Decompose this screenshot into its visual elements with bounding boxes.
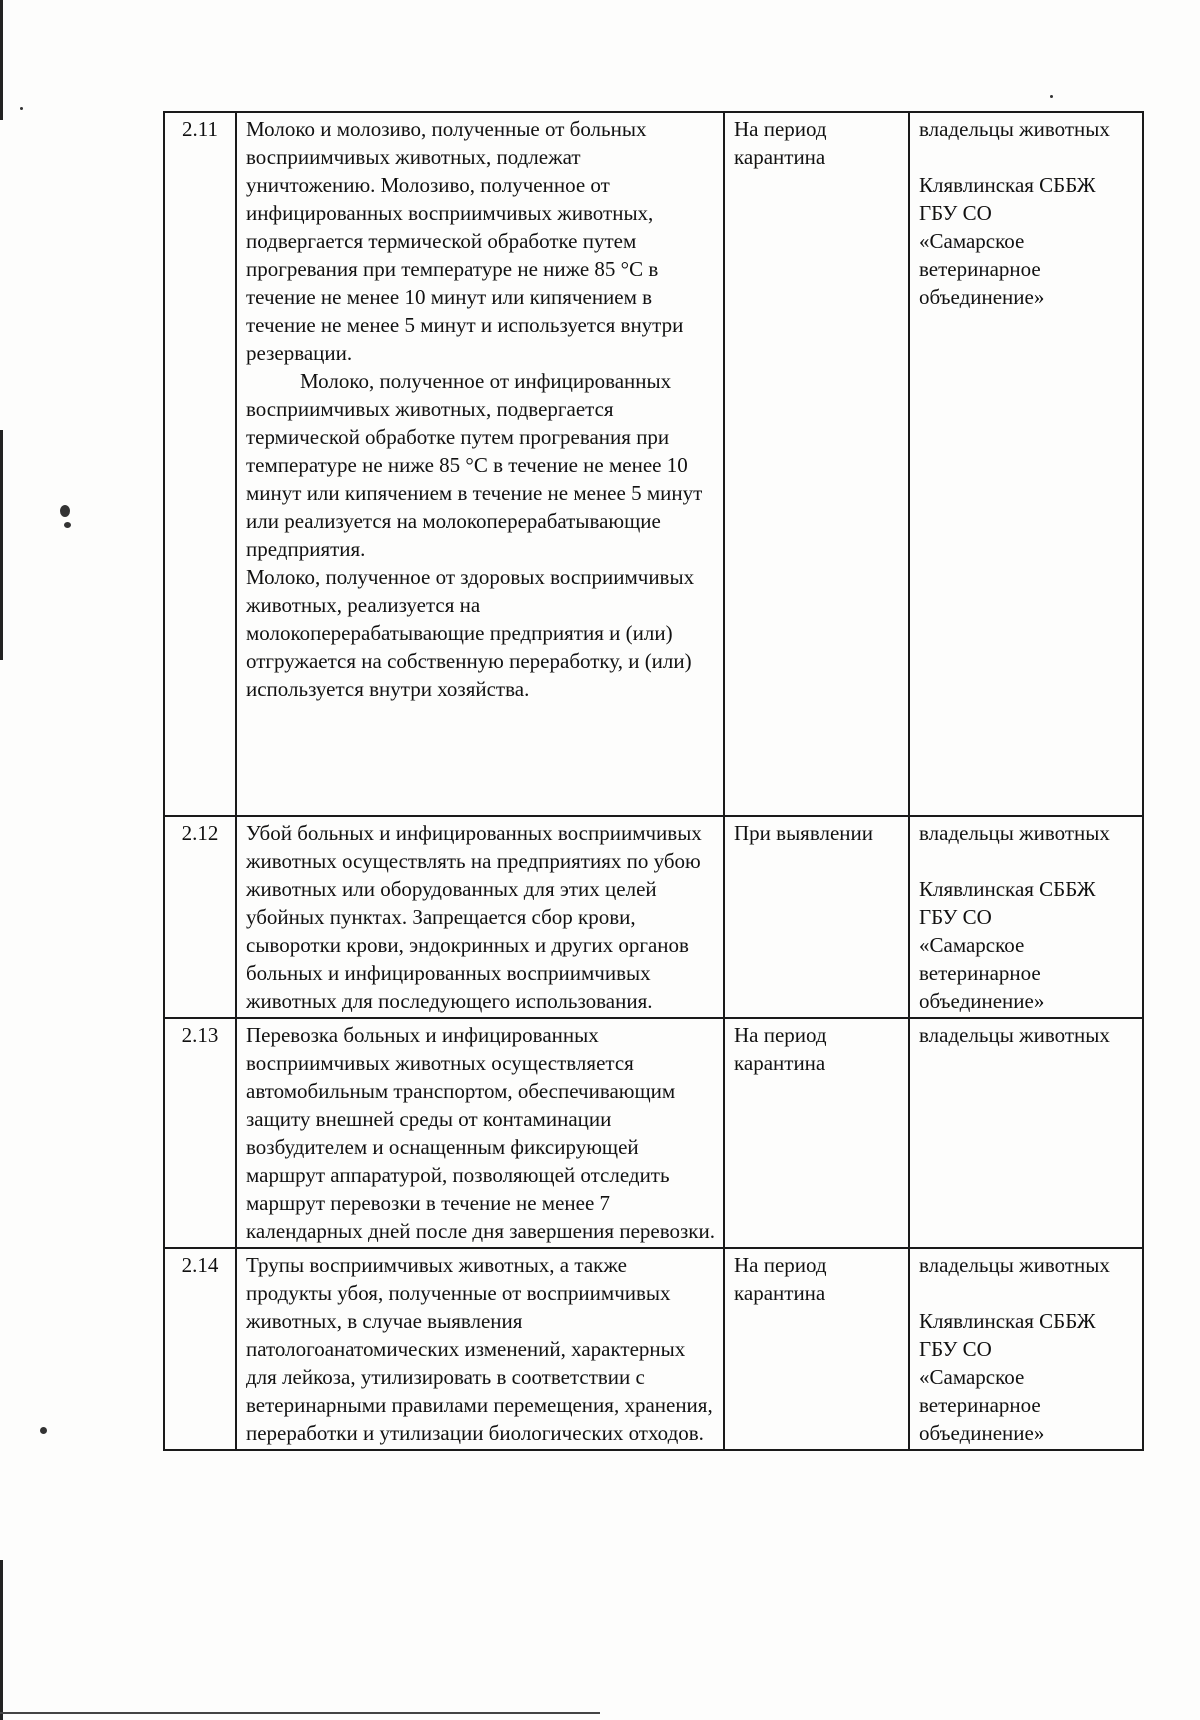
responsible-cell — [909, 1018, 1143, 1248]
measure-text — [236, 816, 724, 1018]
scan-speck — [1050, 95, 1053, 98]
scan-margin-rule — [0, 430, 3, 660]
scan-bottom-line — [0, 1712, 600, 1714]
row-number: 2.14 — [164, 1248, 236, 1450]
responsible-cell — [909, 1248, 1143, 1450]
scan-margin-rule — [0, 0, 3, 120]
org-line: ветеринарное — [919, 257, 1041, 281]
term-cell: На период карантина — [724, 1248, 909, 1450]
table-row — [164, 1248, 1143, 1450]
row-number: 2.12 — [164, 816, 236, 1018]
owners-label: владельцы животных — [919, 117, 1110, 141]
measure-text — [236, 1248, 724, 1450]
org-line: «Самарское — [919, 1365, 1025, 1389]
org-line: «Самарское — [919, 933, 1025, 957]
org-line: Клявлинская СББЖ — [919, 173, 1096, 197]
scan-speck — [40, 1427, 47, 1434]
measure-text — [236, 1018, 724, 1248]
owners-label: владельцы животных — [919, 1253, 1110, 1277]
responsible-cell — [909, 112, 1143, 816]
paragraph: Молоко, полученное от инфицированных восприимчивых животных, подвергается термической обработке путем прогревания при температуре не ниже 85 °С в течение не менее 10 минут или кипячением в течение не менее 5 минут или реализуется на молокоперерабатывающие предприятия. — [246, 369, 708, 561]
org-line: объединение» — [919, 1421, 1045, 1445]
term-cell: При выявлении — [724, 816, 909, 1018]
paragraph: Молоко, полученное от здоровых восприимчивых животных, реализуется на молокоперерабатывающие предприятия и (или) отгружается на собственную переработку, и (или) используется внутри хозяйства. — [246, 565, 700, 701]
org-line: ГБУ СО — [919, 1337, 992, 1361]
measure-text — [236, 112, 724, 816]
term-cell: На период карантина — [724, 112, 909, 816]
org-line: Клявлинская СББЖ — [919, 1309, 1096, 1333]
org-line: объединение» — [919, 989, 1045, 1013]
table-row — [164, 1018, 1143, 1248]
table-row — [164, 816, 1143, 1018]
org-line: ГБУ СО — [919, 905, 992, 929]
owners-label: владельцы животных — [919, 821, 1110, 845]
row-number: 2.11 — [164, 112, 236, 816]
paragraph: Перевозка больных и инфицированных восприимчивых животных осуществляется автомобильным транспортом, обеспечивающим защиту внешней среды от контаминации возбудителем и оснащенным фиксирующей маршрут аппаратурой, позволяющей отследить маршрут перевозки в течение не менее 7 календарных дней после дня завершения перевозки. — [246, 1023, 715, 1243]
scan-margin-rule — [0, 1560, 3, 1720]
table-row — [164, 112, 1143, 816]
scan-speck — [60, 505, 70, 517]
paragraph: Трупы восприимчивых животных, а также продукты убоя, полученные от восприимчивых животных, в случае выявления патологоанатомических изменений, характерных для лейкоза, утилизировать в соответствии с ветеринарными правилами перемещения, хранения, переработки и утилизации биологических отходов. — [246, 1253, 718, 1445]
responsible-cell — [909, 816, 1143, 1018]
term-cell: На период карантина — [724, 1018, 909, 1248]
org-line: объединение» — [919, 285, 1045, 309]
paragraph: Молоко и молозиво, полученные от больных восприимчивых животных, подлежат уничтожению. Молозиво, полученное от инфицированных восприимчивых животных, подвергается термической обработке путем прогревания при температуре не ниже 85 °С в течение не менее 10 минут или кипячением в течение не менее 5 минут и используется внутри резервации. — [246, 117, 689, 365]
owners-label: владельцы животных — [919, 1023, 1110, 1047]
org-line: ветеринарное — [919, 1393, 1041, 1417]
paragraph: Убой больных и инфицированных восприимчивых животных осуществлять на предприятиях по убою животных или оборудованных для этих целей убойных пунктах. Запрещается сбор крови, сыворотки крови, эндокринных и других органов больных и инфицированных восприимчивых животных для последующего использования. — [246, 821, 708, 1013]
measures-table — [163, 111, 1144, 1451]
row-number: 2.13 — [164, 1018, 236, 1248]
scan-speck — [64, 522, 71, 528]
scan-speck — [20, 107, 23, 110]
org-line: Клявлинская СББЖ — [919, 877, 1096, 901]
org-line: ГБУ СО — [919, 201, 992, 225]
org-line: «Самарское — [919, 229, 1025, 253]
org-line: ветеринарное — [919, 961, 1041, 985]
